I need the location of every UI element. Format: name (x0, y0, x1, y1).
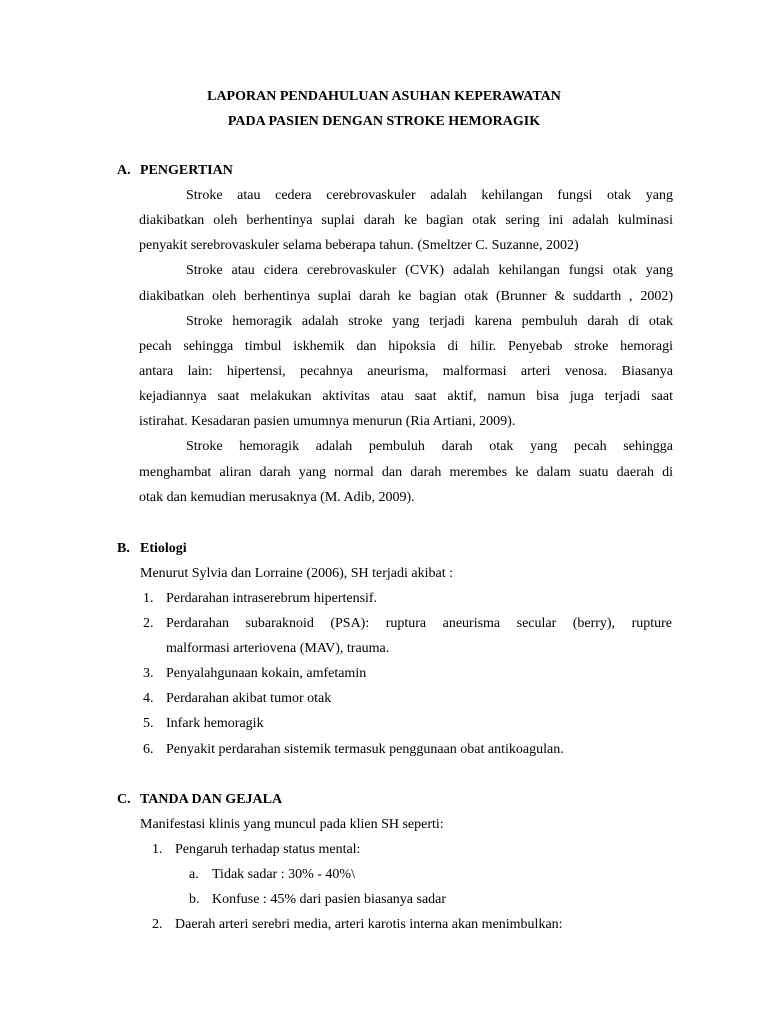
list-item: Perdarahan intraserebrum hipertensif. (166, 591, 378, 606)
section-a-letter: A. (117, 163, 131, 178)
list-number: 1. (143, 591, 154, 606)
list-item-continuation: malformasi arteriovena (MAV), trauma. (166, 641, 390, 656)
list-number: 6. (143, 742, 154, 757)
list-item: Perdarahan subaraknoid (PSA): ruptura aneurisma secular (berry), rupture (166, 616, 672, 631)
list-number: 1. (152, 842, 163, 857)
paragraph-line: menghambat aliran darah yang normal dan darah merembes ke dalam suatu daerah di (139, 465, 673, 480)
section-b-letter: B. (117, 541, 130, 556)
section-a-heading: PENGERTIAN (140, 163, 233, 178)
sublist-letter: b. (189, 892, 200, 907)
paragraph-line: antara lain: hipertensi, pecahnya aneurisma, malformasi arteri venosa. Biasanya (139, 364, 673, 379)
paragraph-line: diakibatkan oleh berhentinya suplai darah ke bagian otak sering ini adalah kulminasi (139, 213, 673, 228)
paragraph-line: Stroke hemoragik adalah stroke yang terjadi karena pembuluh darah di otak (186, 314, 673, 329)
list-item: Penyakit perdarahan sistemik termasuk penggunaan obat antikoagulan. (166, 742, 564, 757)
paragraph-line: pecah sehingga timbul iskhemik dan hipoksia di hilir. Penyebab stroke hemoragi (139, 339, 673, 354)
list-number: 5. (143, 716, 154, 731)
list-item: Perdarahan akibat tumor otak (166, 691, 332, 706)
paragraph-line: penyakit serebrovaskuler selama beberapa tahun. (Smeltzer C. Suzanne, 2002) (139, 238, 579, 253)
list-number: 4. (143, 691, 154, 706)
section-b-heading: Etiologi (140, 541, 187, 556)
section-c-intro: Manifestasi klinis yang muncul pada klien SH seperti: (140, 817, 444, 832)
paragraph-line: diakibatkan oleh berhentinya suplai darah ke bagian otak (Brunner & suddarth , 2002) (139, 289, 673, 304)
section-c-letter: C. (117, 792, 131, 807)
section-c-heading: TANDA DAN GEJALA (140, 792, 283, 807)
list-number: 3. (143, 666, 154, 681)
paragraph-line: istirahat. Kesadaran pasien umumnya menurun (Ria Artiani, 2009). (139, 414, 516, 429)
paragraph-line: Stroke atau cidera cerebrovaskuler (CVK) adalah kehilangan fungsi otak yang (186, 263, 673, 278)
title-line-1: LAPORAN PENDAHULUAN ASUHAN KEPERAWATAN (207, 89, 561, 104)
paragraph-line: Stroke atau cedera cerebrovaskuler adalah kehilangan fungsi otak yang (186, 188, 673, 203)
sublist-item: Konfuse : 45% dari pasien biasanya sadar (212, 892, 447, 907)
paragraph-line: otak dan kemudian merusaknya (M. Adib, 2009). (139, 490, 415, 505)
paragraph-line: kejadiannya saat melakukan aktivitas atau saat aktif, namun bisa juga terjadi saat (139, 389, 673, 404)
paragraph-line: Stroke hemoragik adalah pembuluh darah otak yang pecah sehingga (186, 439, 673, 454)
sublist-letter: a. (189, 867, 199, 882)
title-line-2: PADA PASIEN DENGAN STROKE HEMORAGIK (227, 114, 541, 129)
list-item: Infark hemoragik (166, 716, 264, 731)
list-item: Pengaruh terhadap status mental: (175, 842, 361, 857)
sublist-item: Tidak sadar : 30% - 40%\ (212, 867, 355, 882)
section-b-intro: Menurut Sylvia dan Lorraine (2006), SH terjadi akibat : (140, 566, 453, 581)
list-item: Daerah arteri serebri media, arteri karotis interna akan menimbulkan: (175, 917, 563, 932)
list-item: Penyalahgunaan kokain, amfetamin (166, 666, 367, 681)
list-number: 2. (143, 616, 154, 631)
list-number: 2. (152, 917, 163, 932)
